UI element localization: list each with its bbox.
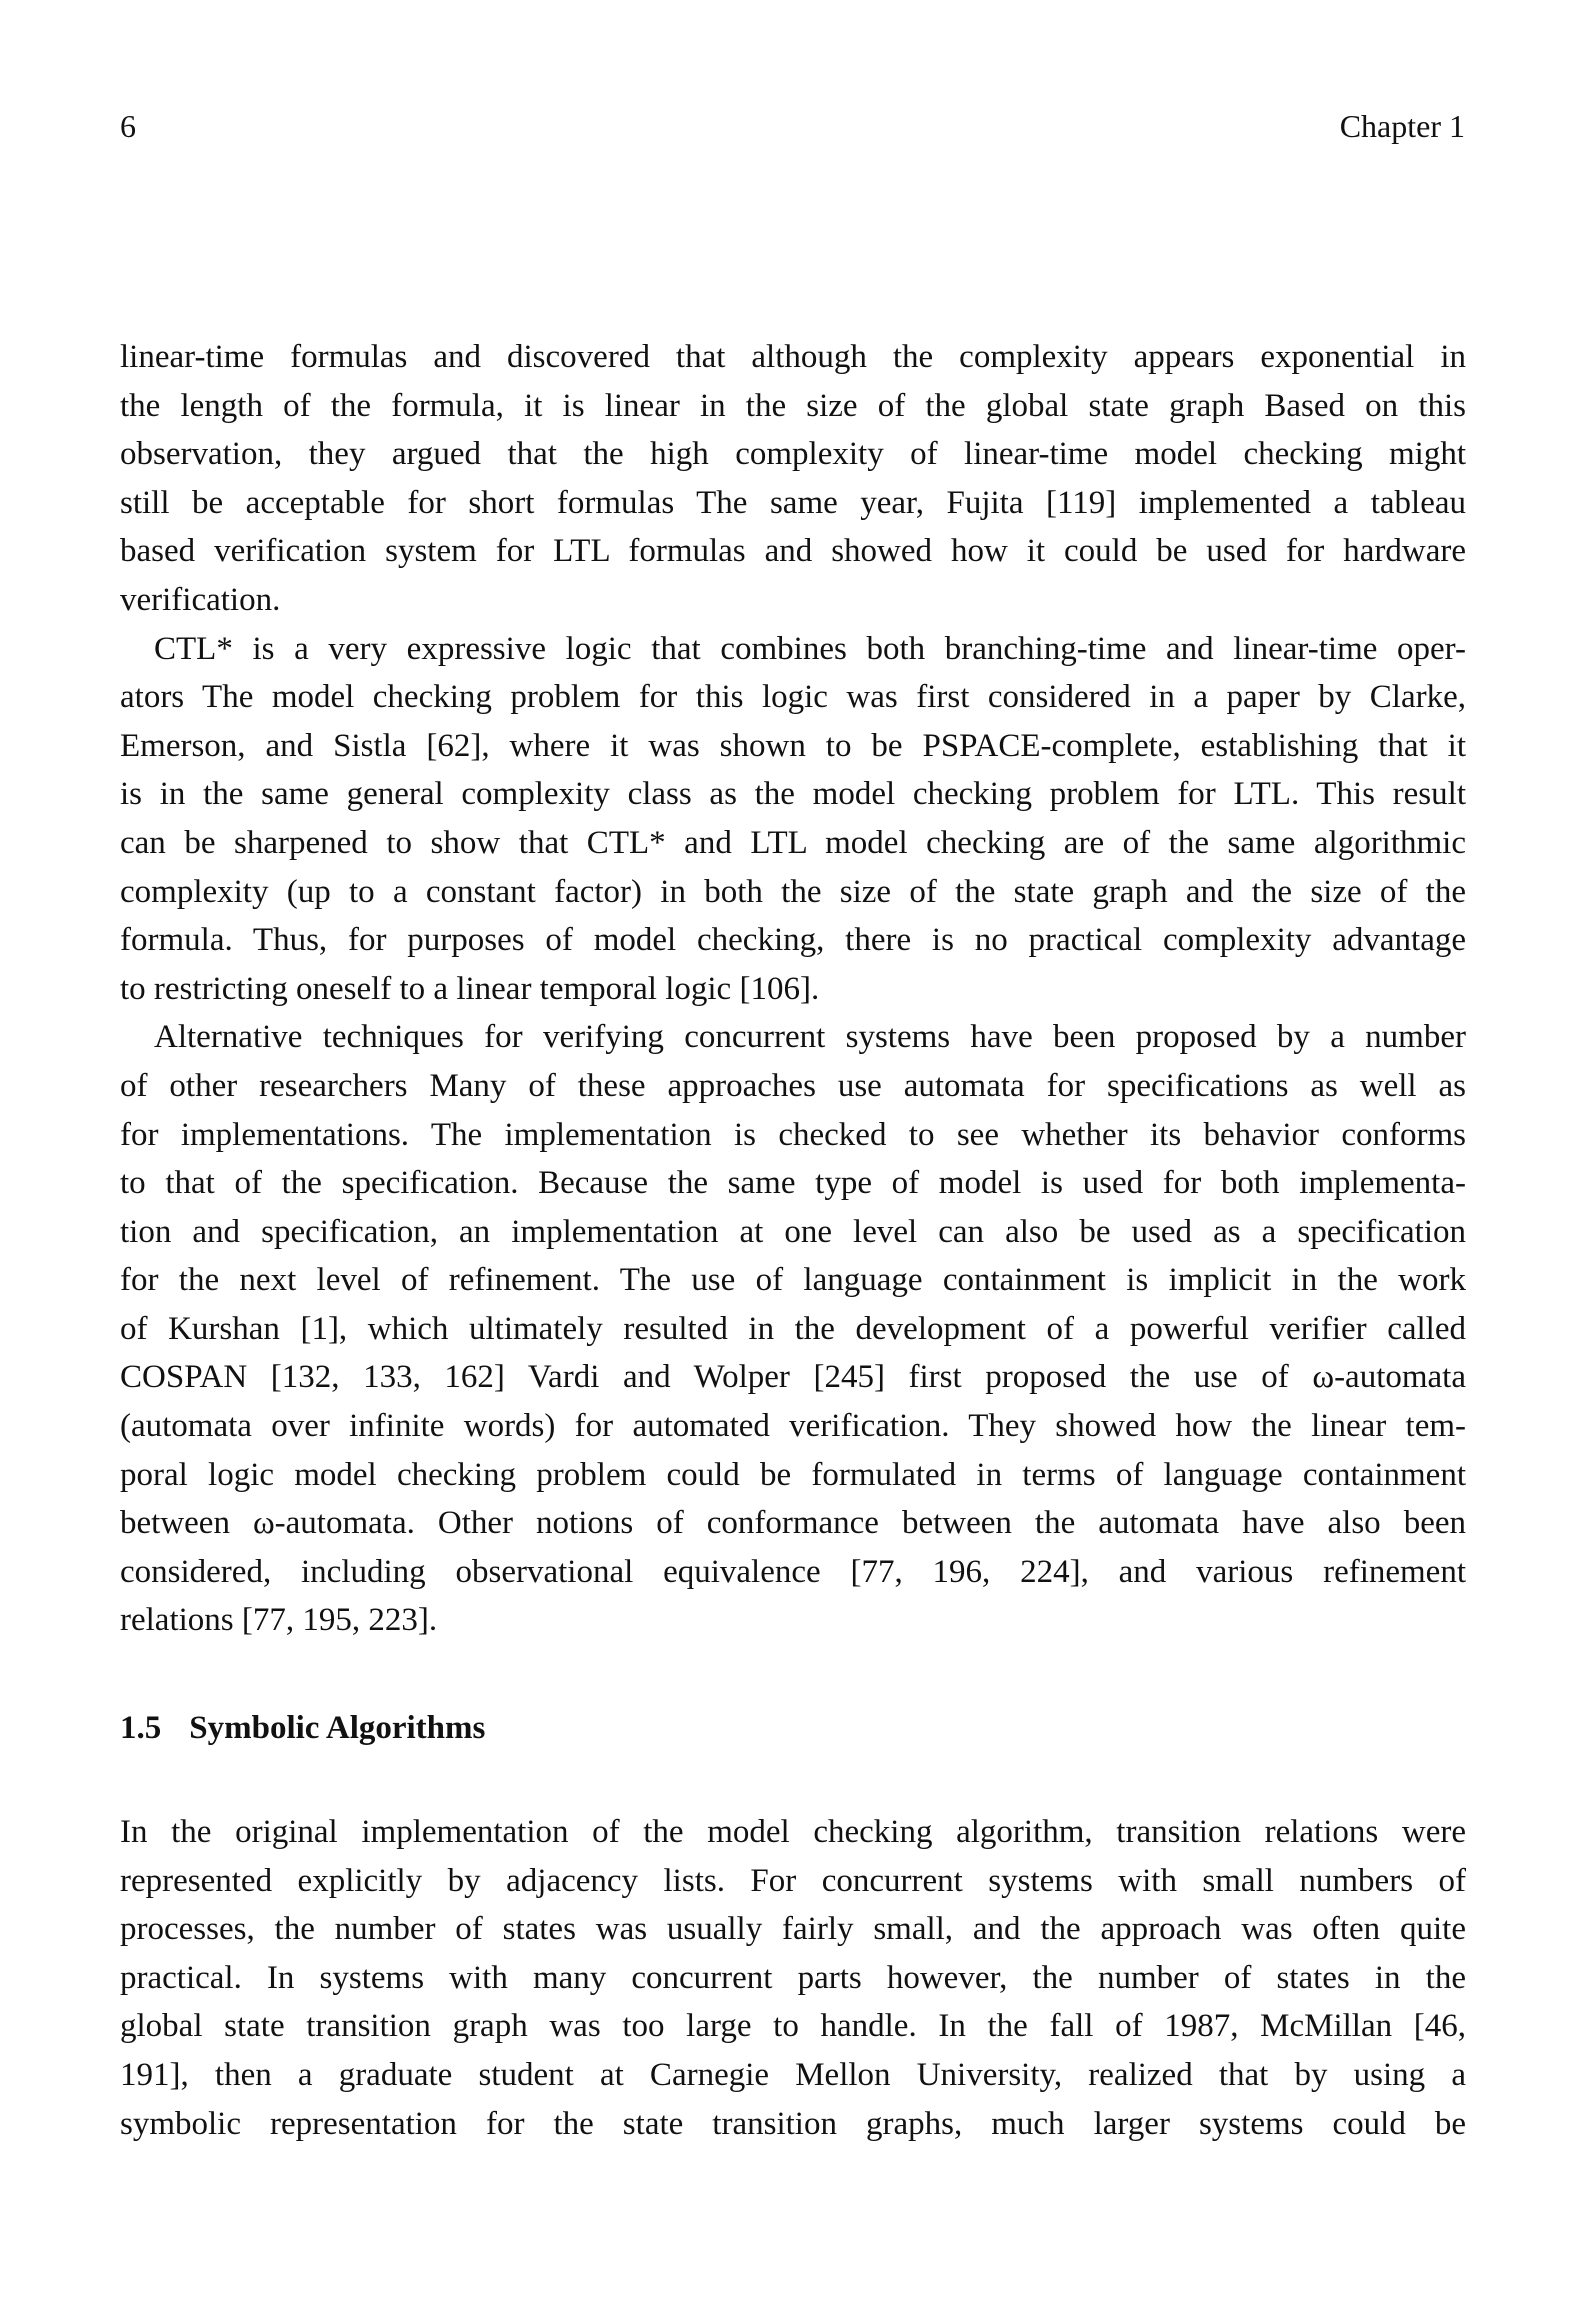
text-line: based verification system for LTL formulas and showed how it could be used for hardware: [120, 533, 1466, 570]
text-line: to restricting oneself to a linear temporal logic [106].: [120, 970, 820, 1007]
body-text: [120, 333, 1466, 1645]
section-number: 1.5: [120, 1710, 162, 1746]
text-line: observation, they argued that the high complexity of linear-time model checking might: [120, 436, 1466, 473]
section-body-text: [120, 1808, 1466, 2148]
text-line: practical. In systems with many concurrent parts however, the number of states in the: [120, 1959, 1466, 1996]
text-line: (automata over infinite words) for automated verification. They showed how the linear tem-: [120, 1408, 1466, 1445]
text-line: symbolic representation for the state transition graphs, much larger systems could be: [120, 2105, 1466, 2142]
text-line: processes, the number of states was usually fairly small, and the approach was often quite: [120, 1911, 1466, 1948]
text-line: tion and specification, an implementation at one level can also be used as a specification: [120, 1213, 1466, 1250]
page-number: 6: [120, 108, 136, 144]
text-line: between ω-automata. Other notions of conformance between the automata have also been: [120, 1505, 1466, 1542]
text-line: global state transition graph was too large to handle. In the fall of 1987, McMillan [46,: [120, 2008, 1466, 2045]
text-line: is in the same general complexity class as the model checking problem for LTL. This result: [120, 776, 1466, 813]
text-line: considered, including observational equivalence [77, 196, 224], and various refinement: [120, 1553, 1466, 1590]
text-line: still be acceptable for short formulas The same year, Fujita [119] implemented a tableau: [120, 484, 1466, 521]
text-line: for implementations. The implementation is checked to see whether its behavior conforms: [120, 1116, 1466, 1153]
text-line: linear-time formulas and discovered that although the complexity appears exponential in: [120, 339, 1466, 375]
text-line: Alternative techniques for verifying concurrent systems have been proposed by a number: [154, 1019, 1466, 1056]
text-line: COSPAN [132, 133, 162] Vardi and Wolper [245] first proposed the use of ω-automata: [120, 1359, 1466, 1396]
section-title: Symbolic Algorithms: [189, 1710, 486, 1746]
text-line: to that of the specification. Because the same type of model is used for both implementa-: [120, 1165, 1466, 1202]
text-line: In the original implementation of the model checking algorithm, transition relations were: [120, 1814, 1466, 1850]
text-line: relations [77, 195, 223].: [120, 1602, 438, 1639]
text-line: poral logic model checking problem could be formulated in terms of language containment: [120, 1456, 1466, 1493]
text-line: the length of the formula, it is linear in the size of the global state graph Based on this: [120, 387, 1466, 424]
text-line: 191], then a graduate student at Carnegie Mellon University, realized that by using a: [120, 2056, 1466, 2093]
section-heading: [120, 1710, 513, 1747]
text-line: represented explicitly by adjacency lists. For concurrent systems with small numbers of: [120, 1862, 1466, 1899]
text-line: of Kurshan [1], which ultimately resulted in the development of a powerful verifier called: [120, 1310, 1466, 1347]
text-line: CTL* is a very expressive logic that combines both branching-time and linear-time oper-: [154, 630, 1466, 667]
text-line: Emerson, and Sistla [62], where it was shown to be PSPACE-complete, establishing that it: [120, 727, 1466, 764]
text-line: formula. Thus, for purposes of model checking, there is no practical complexity advantage: [120, 922, 1466, 959]
text-line: ators The model checking problem for this logic was first considered in a paper by Clarke,: [120, 679, 1466, 716]
text-line: complexity (up to a constant factor) in both the size of the state graph and the size of the: [120, 873, 1466, 910]
text-line: of other researchers Many of these approaches use automata for specifications as well as: [120, 1067, 1466, 1104]
text-line: for the next level of refinement. The use of language containment is implicit in the work: [120, 1262, 1466, 1299]
text-line: verification.: [120, 581, 281, 618]
running-title: Chapter 1: [1339, 108, 1465, 144]
text-line: can be sharpened to show that CTL* and LTL model checking are of the same algorithmic: [120, 824, 1466, 861]
